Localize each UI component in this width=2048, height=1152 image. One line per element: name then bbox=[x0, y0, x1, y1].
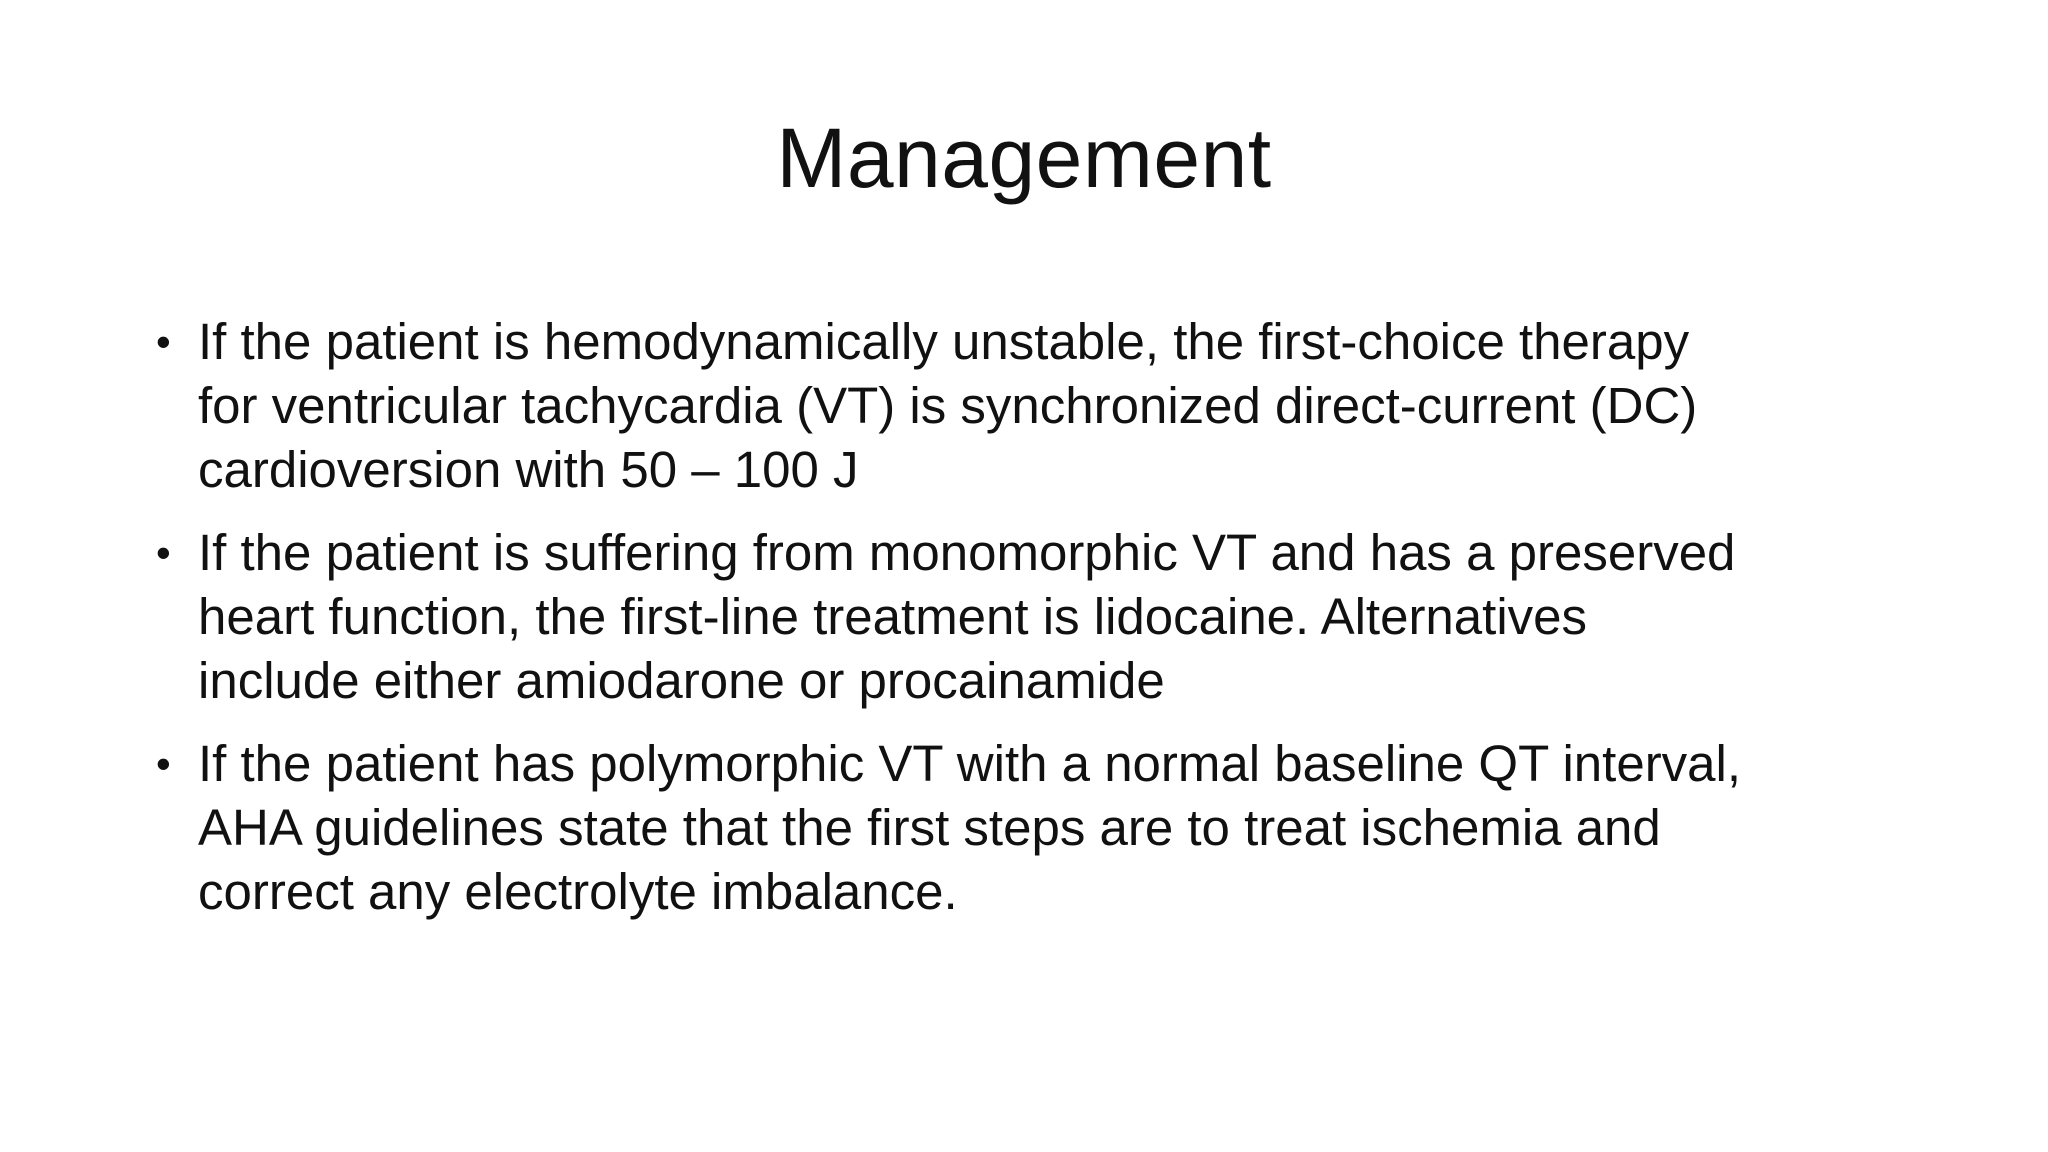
bullet-text: If the patient has polymorphic VT with a normal baseline QT interval, AHA guidelines state that the first steps are to treat ischemia and correct any electrolyte imbalance. bbox=[198, 735, 1742, 920]
bullet-text: If the patient is suffering from monomorphic VT and has a preserved heart function, the first-line treatment is lidocaine. Alternatives include either amiodarone or procainamide bbox=[198, 524, 1736, 709]
bullet-glyph: • bbox=[156, 529, 171, 576]
bullet-item-1 bbox=[150, 310, 1910, 502]
bullet-glyph: • bbox=[156, 740, 171, 787]
bullet-item-2 bbox=[150, 521, 1910, 713]
bullet-glyph: • bbox=[156, 318, 171, 365]
bullet-list bbox=[150, 310, 1910, 943]
slide-title: Management bbox=[776, 111, 1272, 205]
bullet-text: If the patient is hemodynamically unstable, the first-choice therapy for ventricular tachycardia (VT) is synchronized direct-current (DC) cardioversion with 50 – 100 J bbox=[198, 313, 1698, 498]
bullet-item-3 bbox=[150, 732, 1910, 924]
